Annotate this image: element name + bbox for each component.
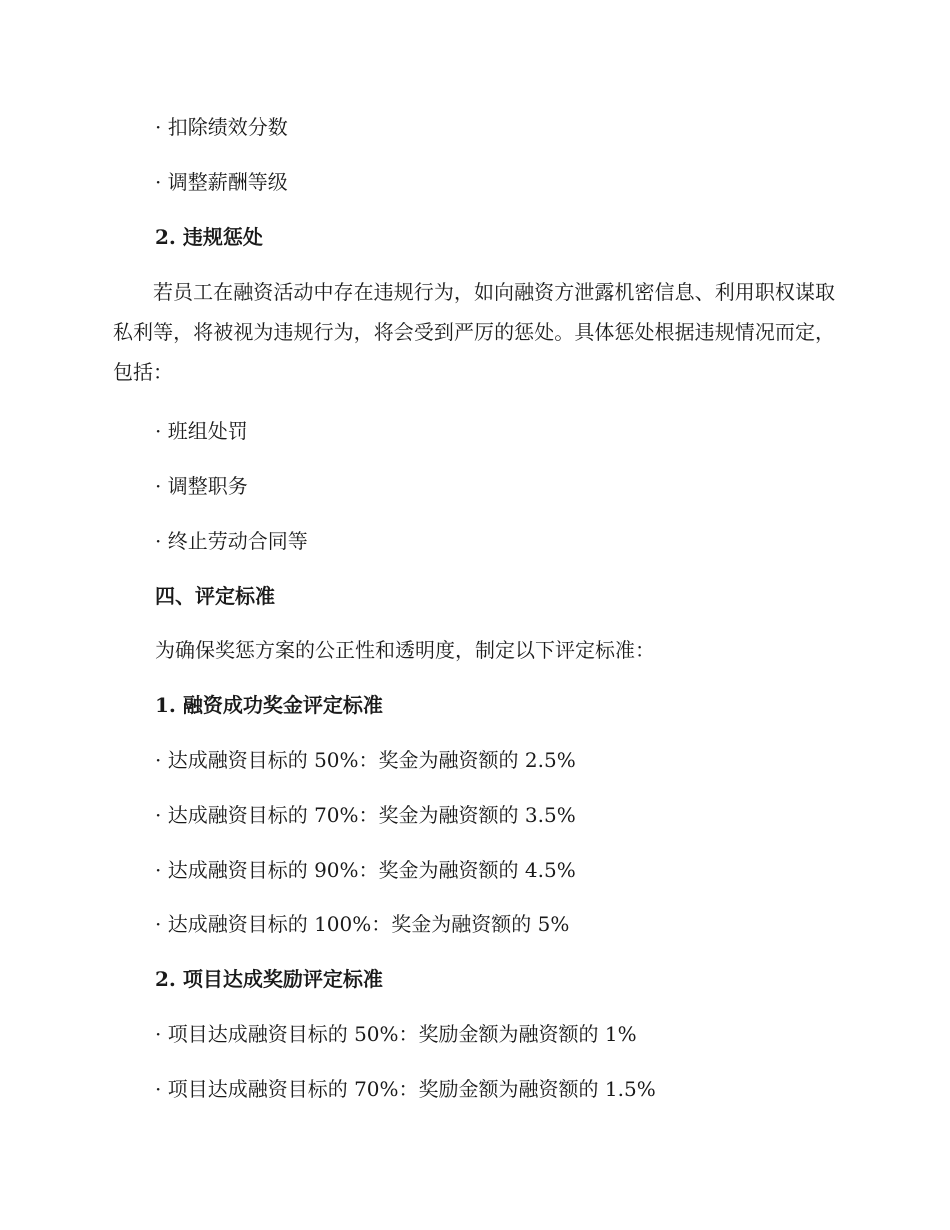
section-heading-four: 四、评定标准 (155, 584, 275, 608)
list-item: · 调整薪酬等级 (155, 170, 288, 194)
subsection-heading-project-reward: 2. 项目达成奖励评定标准 (155, 967, 383, 991)
list-item: · 调整职务 (155, 474, 248, 498)
list-item: · 终止劳动合同等 (155, 529, 308, 553)
list-item: · 达成融资目标的 70%：奖金为融资额的 3.5% (155, 803, 576, 827)
list-item: · 项目达成融资目标的 70%：奖励金额为融资额的 1.5% (155, 1077, 656, 1101)
violation-paragraph: 若员工在融资活动中存在违规行为，如向融资方泄露机密信息、利用职权谋取私利等，将被视为违规行为，将会受到严厉的惩处。具体惩处根据违规情况而定，包括： (113, 280, 835, 384)
list-item: · 达成融资目标的 50%：奖金为融资额的 2.5% (155, 748, 576, 772)
list-item: · 项目达成融资目标的 50%：奖励金额为融资额的 1% (155, 1022, 637, 1046)
subsection-heading-financing-bonus: 1. 融资成功奖金评定标准 (155, 693, 383, 717)
list-item: · 达成融资目标的 90%：奖金为融资额的 4.5% (155, 858, 576, 882)
section-heading-violation: 2. 违规惩处 (155, 225, 263, 249)
section-intro: 为确保奖惩方案的公正性和透明度，制定以下评定标准： (155, 638, 655, 662)
list-item: · 班组处罚 (155, 419, 248, 443)
list-item: · 扣除绩效分数 (155, 115, 288, 139)
list-item: · 达成融资目标的 100%：奖金为融资额的 5% (155, 912, 570, 936)
